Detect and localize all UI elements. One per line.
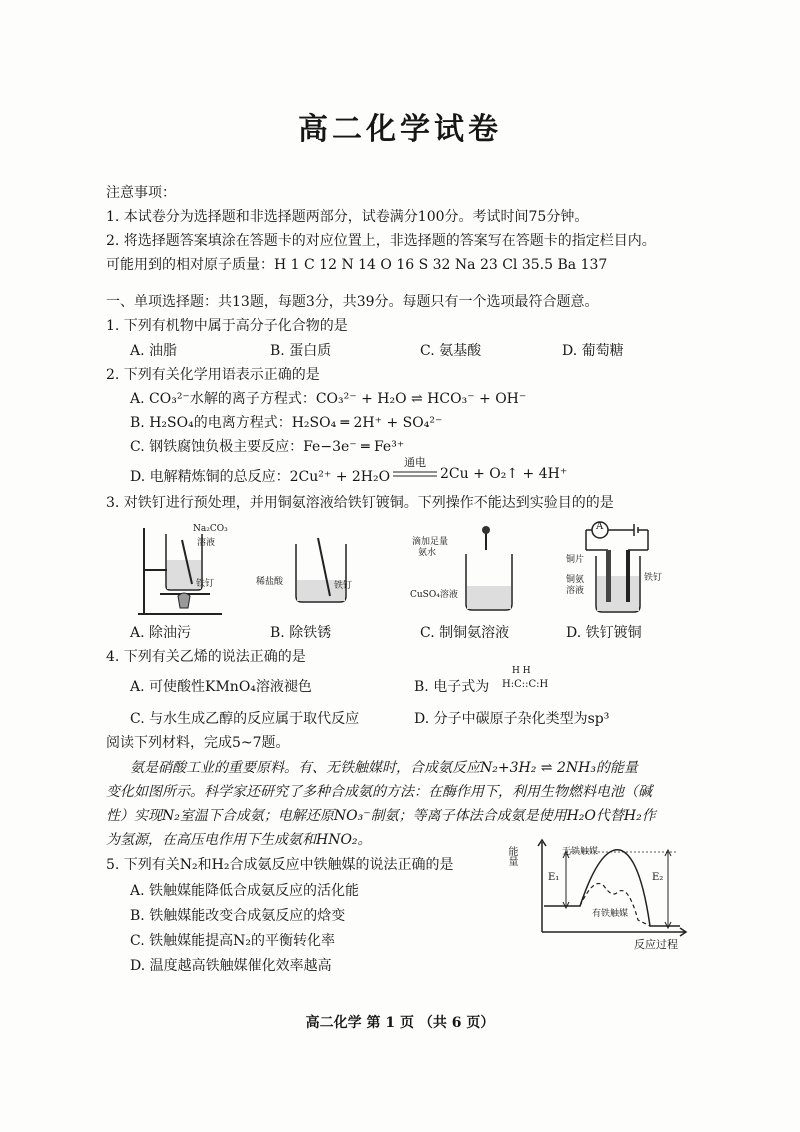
q2-option-b: B. H₂SO₄的电离方程式：H₂SO₄ ═ 2H⁺ + SO₄²⁻ xyxy=(130,415,443,431)
fig-d-label-solution: 溶液 xyxy=(566,586,585,596)
energy-chart-e1-label: E₁ xyxy=(548,872,560,883)
notice-item-2: 2. 将选择题答案填涂在答题卡的对应位置上，非选择题的答案写在答题卡的指定栏目内。 xyxy=(106,233,656,249)
q4-option-a: A. 可使酸性KMnO₄溶液褪色 xyxy=(130,679,312,695)
atomic-masses: 可能用到的相对原子质量：H 1 C 12 N 14 O 16 S 32 Na 23 Cl 35.5 Ba 137 xyxy=(106,257,608,273)
fig-c-label-cuso4: CuSO₄溶液 xyxy=(410,590,458,600)
fig-d-label-nail: 铁钉 xyxy=(644,573,663,583)
question-4-stem: 4. 下列有关乙烯的说法正确的是 xyxy=(106,649,306,665)
q4-electron-formula-top: H H xyxy=(512,666,531,676)
q4-electron-formula-bottom: H:C::C:H xyxy=(502,679,549,690)
fig-b-label-nail: 铁钉 xyxy=(334,581,353,591)
figure-d-plating-setup xyxy=(582,520,662,616)
q4-option-c: C. 与水生成乙醇的反应属于取代反应 xyxy=(130,711,360,727)
fig-c-label-add: 滴加足量 xyxy=(412,537,449,547)
q1-option-a: A. 油脂 xyxy=(130,343,178,359)
q2-option-d-pre: D. 电解精炼铜的总反应：2Cu²⁺ + 2H₂O xyxy=(130,469,391,485)
q2-option-c: C. 钢铁腐蚀负极主要反应：Fe−3e⁻ ═ Fe³⁺ xyxy=(130,439,405,455)
fig-b-label-acid: 稀盐酸 xyxy=(256,577,284,587)
q3-option-c: C. 制铜氨溶液 xyxy=(420,625,510,641)
electrolysis-equals-sign xyxy=(392,470,438,478)
q3-option-a: A. 除油污 xyxy=(130,625,192,641)
question-3-stem: 3. 对铁钉进行预处理，并用铜氨溶液给铁钉镀铜。下列操作不能达到实验目的的是 xyxy=(106,495,614,511)
energy-chart-e2-label: E₂ xyxy=(652,872,664,883)
energy-chart-curve2-label: 有铁触媒 xyxy=(592,909,629,919)
figure-a-degrease-setup xyxy=(130,520,240,620)
fig-d-label-copper: 铜片 xyxy=(566,555,585,565)
fig-a-label-solution: 溶液 xyxy=(197,538,216,548)
q5-option-b: B. 铁触媒能改变合成氨反应的焓变 xyxy=(130,908,346,924)
page-footer: 高二化学 第 1 页 （共 6 页） xyxy=(305,1015,495,1031)
energy-profile-diagram xyxy=(520,836,690,946)
fig-c-label-ammonia: 氨水 xyxy=(418,548,437,558)
q4-option-d: D. 分子中碳原子杂化类型为sp³ xyxy=(414,711,610,727)
page-title: 高二化学试卷 xyxy=(298,112,502,147)
q2-option-a: A. CO₃²⁻水解的离子方程式：CO₃²⁻ + H₂O ⇌ HCO₃⁻ + OH⁻ xyxy=(130,391,527,407)
fig-a-label-na2co3: Na₂CO₃ xyxy=(193,524,228,534)
question-2-stem: 2. 下列有关化学用语表示正确的是 xyxy=(106,367,320,383)
material-line-4: 为氢源，在高压电作用下生成氨和HNO₂。 xyxy=(106,832,372,848)
q5-option-a: A. 铁触媒能降低合成氨反应的活化能 xyxy=(130,883,360,899)
fig-d-ammeter-icon: A xyxy=(596,521,604,532)
energy-chart-ylabel: 能量 xyxy=(506,846,517,866)
q1-option-d: D. 葡萄糖 xyxy=(562,343,624,359)
fig-d-label-cuammonia: 铜氨 xyxy=(566,575,585,585)
material-line-3: 性）实现N₂室温下合成氨；电解还原NO₃⁻制氨；等离子体法合成氨是使用H₂O代替H₂作 xyxy=(106,808,656,824)
section-heading: 一、单项选择题：共13题，每题3分，共39分。每题只有一个选项最符合题意。 xyxy=(106,294,599,310)
material-line-2: 变化如图所示。科学家还研究了多种合成氨的方法：在酶作用下，利用生物燃料电池（碱 xyxy=(106,784,652,800)
q4-option-b: B. 电子式为 xyxy=(414,679,490,695)
material-line-1: 氨是硝酸工业的重要原料。有、无铁触媒时，合成氨反应N₂+3H₂ ⇌ 2NH₃的能量 xyxy=(130,760,638,776)
q2-option-d-post: 2Cu + O₂↑ + 4H⁺ xyxy=(440,466,568,482)
figure-b-derust-setup xyxy=(284,530,364,610)
question-1-stem: 1. 下列有机物中属于高分子化合物的是 xyxy=(106,318,348,334)
q1-option-b: B. 蛋白质 xyxy=(270,343,332,359)
q5-option-c: C. 铁触媒能提高N₂的平衡转化率 xyxy=(130,933,335,949)
fig-a-label-nail: 铁钉 xyxy=(196,579,215,589)
q3-option-d: D. 铁钉镀铜 xyxy=(566,625,642,641)
figure-c-cuammonia-setup xyxy=(456,524,526,614)
q1-option-c: C. 氨基酸 xyxy=(420,343,482,359)
q3-option-b: B. 除铁锈 xyxy=(270,625,332,641)
reading-instruction: 阅读下列材料，完成5~7题。 xyxy=(106,735,290,751)
question-5-stem: 5. 下列有关N₂和H₂合成氨反应中铁触媒的说法正确的是 xyxy=(106,857,454,873)
energy-chart-curve1-label: 无铁触媒 xyxy=(562,847,599,857)
notice-item-1: 1. 本试卷分为选择题和非选择题两部分，试卷满分100分。考试时间75分钟。 xyxy=(106,209,589,225)
notice-heading: 注意事项： xyxy=(106,185,176,201)
q2-option-d-condition: 通电 xyxy=(404,456,426,469)
energy-chart-xlabel: 反应过程 xyxy=(634,938,678,951)
q5-option-d: D. 温度越高铁触媒催化效率越高 xyxy=(130,958,332,974)
